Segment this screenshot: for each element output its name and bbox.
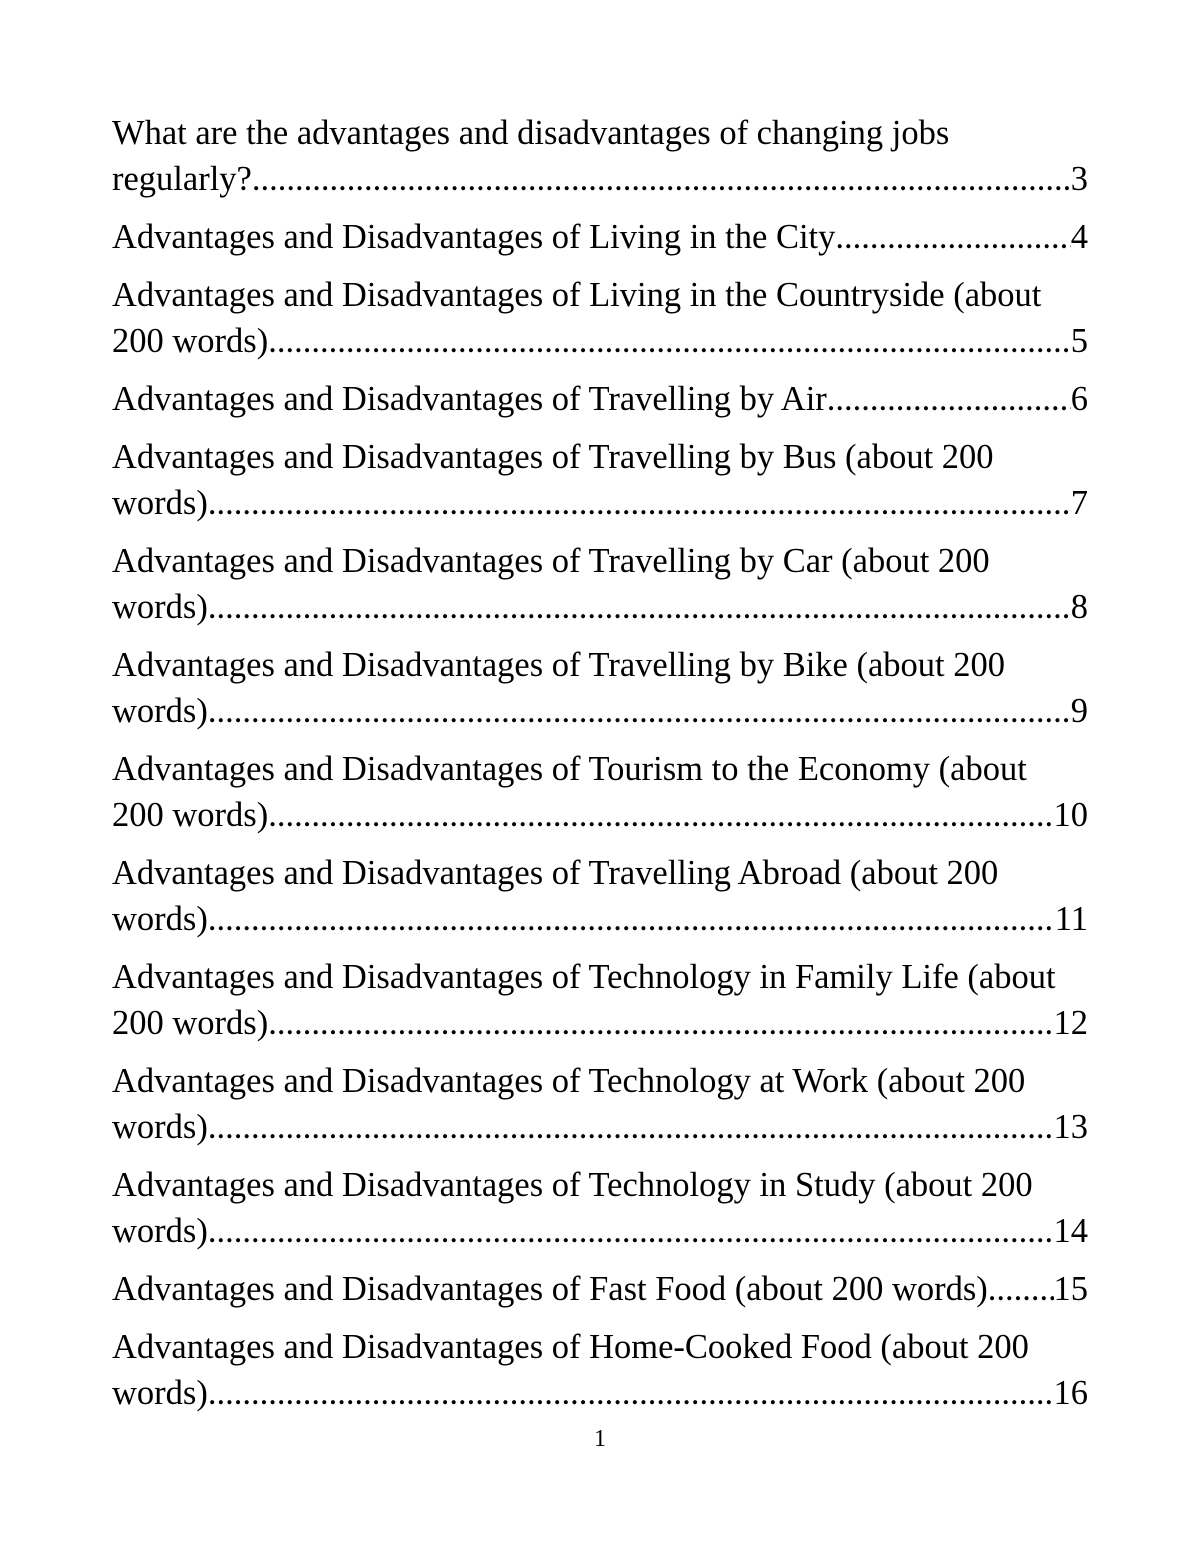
- toc-entry-title-line: words): [112, 692, 208, 730]
- toc-entry-title-line: Advantages and Disadvantages of Fast Food (about 200 words): [112, 1270, 988, 1308]
- toc-entry-last-line: [112, 1104, 1088, 1150]
- toc-entry-title-line: Advantages and Disadvantages of Travelling Abroad (about 200: [112, 854, 999, 892]
- toc-entry-title-line: Advantages and Disadvantages of Living in the Countryside (about: [112, 276, 1042, 314]
- toc-entry[interactable]: [112, 434, 1088, 526]
- toc-entry-last-line: [112, 480, 1088, 526]
- toc-entry-title-line: Advantages and Disadvantages of Technology in Family Life (about: [112, 958, 1056, 996]
- toc-entry-page-number: 3: [1070, 160, 1088, 198]
- dot-leader: [208, 688, 1071, 734]
- toc-entry-title-line: Advantages and Disadvantages of Home-Cooked Food (about 200: [112, 1328, 1029, 1366]
- toc-entry[interactable]: [112, 954, 1088, 1046]
- toc-entry[interactable]: [112, 214, 1088, 260]
- dot-leader: [208, 584, 1071, 630]
- toc-entry-page-number: 11: [1054, 900, 1088, 938]
- toc-entry-last-line: [112, 1370, 1088, 1416]
- dot-leader: [988, 1266, 1054, 1312]
- page-number: 1: [594, 1426, 606, 1452]
- toc-entry-title-line: words): [112, 484, 208, 522]
- toc-entry-title-line: words): [112, 1374, 208, 1412]
- toc-entry[interactable]: [112, 272, 1088, 364]
- toc-entry-title-line: Advantages and Disadvantages of Technology at Work (about 200: [112, 1062, 1026, 1100]
- dot-leader: [268, 792, 1053, 838]
- toc-entry-title-line: regularly?: [112, 160, 252, 198]
- dot-leader: [208, 1104, 1054, 1150]
- toc-entry-last-line: [112, 688, 1088, 734]
- toc-entry-title-line: Advantages and Disadvantages of Technology in Study (about 200: [112, 1166, 1033, 1204]
- toc-entry[interactable]: [112, 642, 1088, 734]
- toc-entry-last-line: [112, 376, 1088, 422]
- toc-entry-last-line: [112, 1000, 1088, 1046]
- toc-entry-title-line: 200 words): [112, 796, 269, 834]
- toc-entry-page-number: 6: [1070, 380, 1088, 418]
- toc-entry-last-line: [112, 584, 1088, 630]
- toc-entry-page-number: 13: [1053, 1108, 1088, 1146]
- dot-leader: [268, 318, 1071, 364]
- toc-entry-title-line: words): [112, 588, 208, 626]
- toc-entry-title-line: Advantages and Disadvantages of Travelling by Air: [112, 380, 827, 418]
- dot-leader: [268, 1000, 1053, 1046]
- toc-entry-page-number: 9: [1070, 692, 1088, 730]
- toc-entry-last-line: [112, 156, 1088, 202]
- toc-entry-page-number: 15: [1053, 1270, 1088, 1308]
- toc-entry[interactable]: [112, 538, 1088, 630]
- dot-leader: [835, 214, 1070, 260]
- toc-entry-last-line: [112, 792, 1088, 838]
- toc-entry-title-line: 200 words): [112, 1004, 269, 1042]
- toc-entry-last-line: [112, 318, 1088, 364]
- toc-entry-page-number: 4: [1070, 218, 1088, 256]
- toc-entry-title-line: Advantages and Disadvantages of Living in the City: [112, 218, 836, 256]
- table-of-contents: [112, 110, 1088, 1428]
- toc-entry-page-number: 10: [1053, 796, 1088, 834]
- dot-leader: [208, 1208, 1054, 1254]
- toc-entry[interactable]: [112, 1324, 1088, 1416]
- toc-entry[interactable]: [112, 376, 1088, 422]
- toc-entry[interactable]: [112, 110, 1088, 202]
- toc-entry-page-number: 14: [1053, 1212, 1088, 1250]
- dot-leader: [208, 1370, 1054, 1416]
- toc-entry-page-number: 16: [1053, 1374, 1088, 1412]
- toc-entry-title-line: words): [112, 900, 208, 938]
- toc-entry-title-line: 200 words): [112, 322, 269, 360]
- toc-entry-title-line: words): [112, 1108, 208, 1146]
- toc-entry-title-line: Advantages and Disadvantages of Travelling by Bus (about 200: [112, 438, 994, 476]
- toc-entry[interactable]: [112, 746, 1088, 838]
- toc-entry-title-line: words): [112, 1212, 208, 1250]
- toc-entry-page-number: 7: [1070, 484, 1088, 522]
- dot-leader: [252, 156, 1071, 202]
- toc-entry-page-number: 12: [1053, 1004, 1088, 1042]
- toc-entry-title-line: Advantages and Disadvantages of Tourism to the Economy (about: [112, 750, 1027, 788]
- toc-entry-page-number: 5: [1070, 322, 1088, 360]
- toc-entry-last-line: [112, 214, 1088, 260]
- toc-entry-last-line: [112, 1208, 1088, 1254]
- toc-entry[interactable]: [112, 1162, 1088, 1254]
- toc-entry[interactable]: [112, 1266, 1088, 1312]
- toc-entry-title-line: Advantages and Disadvantages of Travelling by Bike (about 200: [112, 646, 1006, 684]
- toc-entry-page-number: 8: [1070, 588, 1088, 626]
- toc-entry[interactable]: [112, 1058, 1088, 1150]
- dot-leader: [208, 896, 1055, 942]
- dot-leader: [208, 480, 1071, 526]
- dot-leader: [827, 376, 1071, 422]
- toc-entry[interactable]: [112, 850, 1088, 942]
- toc-entry-last-line: [112, 1266, 1088, 1312]
- toc-entry-title-line: What are the advantages and disadvantages of changing jobs: [112, 114, 950, 152]
- toc-entry-last-line: [112, 896, 1088, 942]
- toc-entry-title-line: Advantages and Disadvantages of Travelling by Car (about 200: [112, 542, 990, 580]
